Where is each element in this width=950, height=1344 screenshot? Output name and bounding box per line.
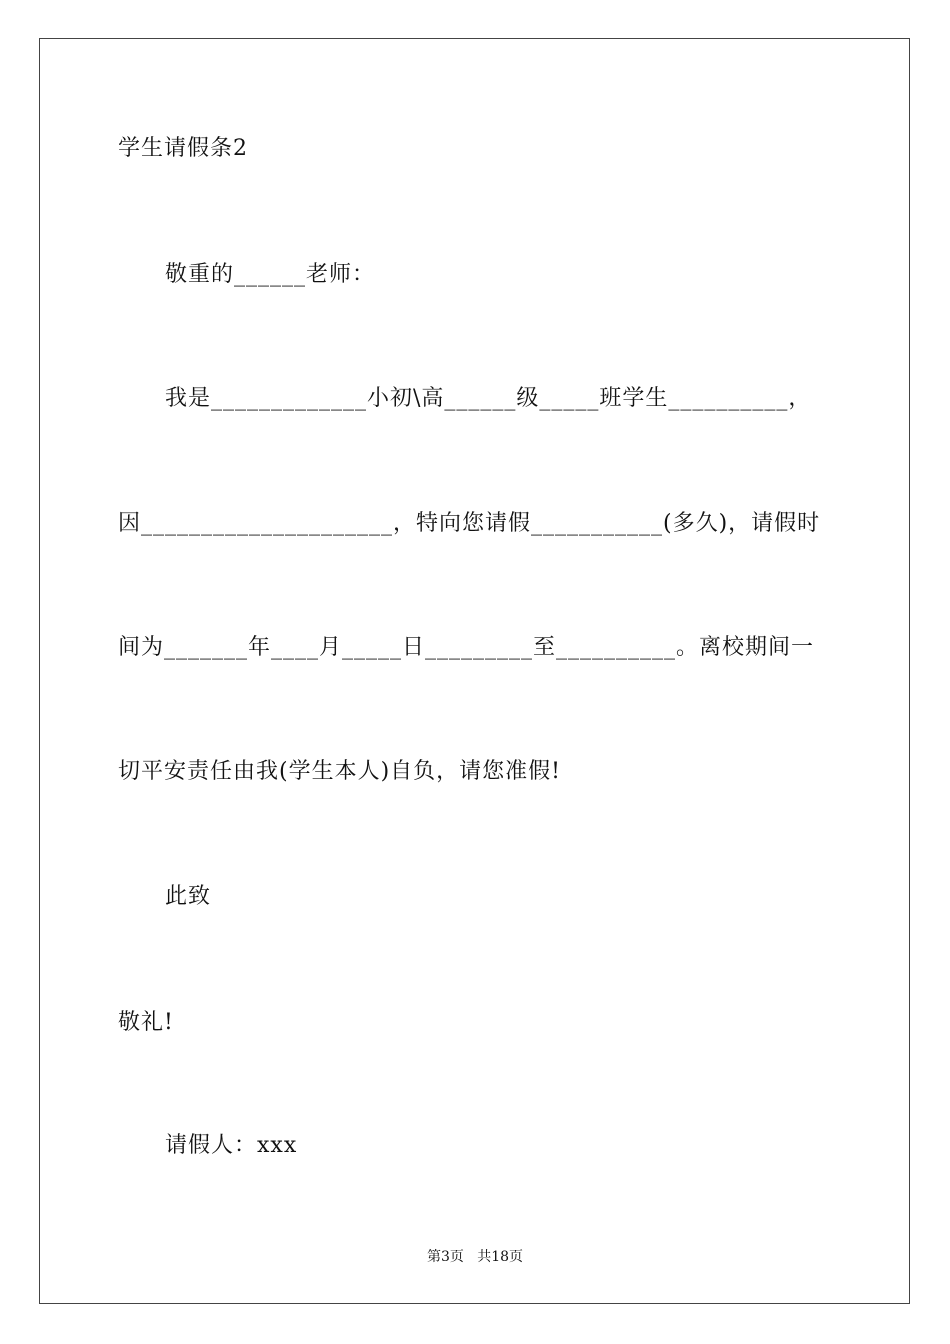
- salutation: 敬重的______老师：: [165, 262, 376, 287]
- closing-greeting: 此致: [165, 884, 212, 909]
- paragraph-line-1: 我是_____________小初\高______级_____班学生__________，: [165, 386, 812, 411]
- paragraph-line-2: 因_____________________，特向您请假___________(多久)，请假时: [118, 511, 821, 536]
- closing-salute: 敬礼!: [118, 1010, 174, 1035]
- document-title: 学生请假条2: [118, 136, 248, 161]
- paragraph-line-4: 切平安责任由我(学生本人)自负，请您准假!: [118, 759, 562, 784]
- page-frame: [39, 38, 910, 1304]
- paragraph-line-3: 间为_______年____月_____日_________至__________。离校期间一: [118, 635, 815, 660]
- page-number-footer: 第3页 共18页: [426, 1249, 524, 1265]
- signature-line: 请假人：xxx: [165, 1133, 298, 1158]
